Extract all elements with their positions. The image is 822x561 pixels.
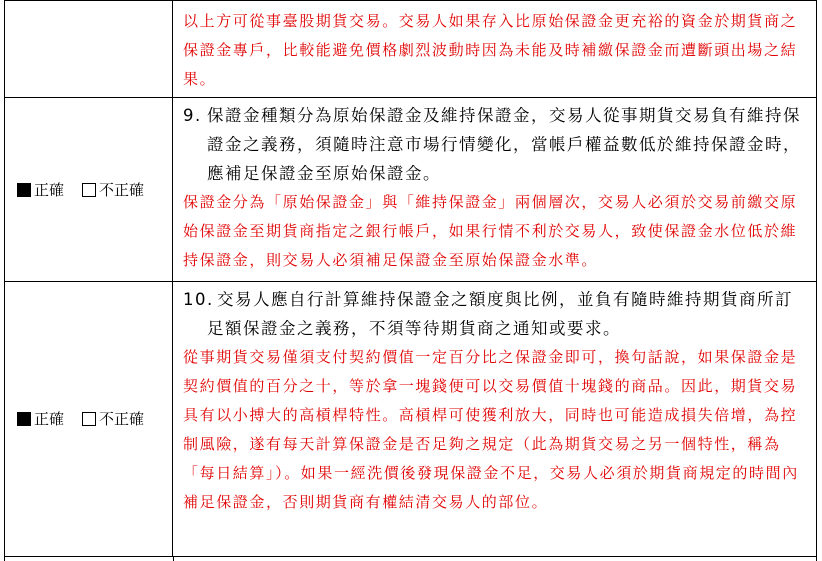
column-divider: [173, 556, 174, 561]
label-incorrect-10: 不正確: [99, 410, 145, 428]
question-text-9: 保證金種類分為原始保證金及維持保證金，交易人從事期貨交易負有維持保證金之義務，須隨時注意市場行情變化，當帳戶權益數低於維持保證金時，應補足保證金至原始保證金。: [207, 106, 801, 183]
answer-cell-empty: [5, 1, 173, 98]
question-cell-continuation: [173, 1, 817, 98]
question-9: [183, 101, 808, 188]
answer-options-10: [5, 409, 172, 429]
checkbox-incorrect-10[interactable]: [82, 412, 96, 426]
label-correct-9: 正確: [34, 180, 65, 199]
table-row-continuation: [5, 1, 817, 98]
question-cell-9: [173, 98, 817, 282]
answer-cell-10: [5, 282, 173, 557]
question-cell-10: [173, 282, 817, 557]
answer-cell-9: [5, 98, 173, 282]
question-text-10: 交易人應自行計算維持保證金之額度與比例，並負有隨時維持期貨商所訂足額保證金之義務，不須等待期貨商之通知或要求。: [207, 290, 793, 338]
qa-table: [4, 0, 817, 557]
explanation-9: 保證金分為「原始保證金」與「維持保證金」兩個層次，交易人必須於交易前繳交原始保證金至期貨商指定之銀行帳戶，如果行情不利於交易人，致使保證金水位低於維持保證金，則交易人必須補足保證金至原始保證金水準。: [183, 193, 798, 269]
question-number-9: 9.: [183, 106, 202, 125]
table-row-question-10: [5, 282, 817, 557]
label-correct-10: 正確: [34, 410, 65, 428]
checkbox-correct-checked-10[interactable]: [17, 412, 31, 426]
explanation-10: 從事期貨交易僅須支付契約價值一定百分比之保證金即可，換句話說，如果保證金是契約價值的百分之十，等於拿一塊錢便可以交易價值十塊錢的商品。因此，期貨交易具有以小搏大的高槓桿特性。高槓桿可使獲利放大，同時也可能造成損失倍增，為控制風險，遂有每天計算保證金是否足夠之規定（此為期貨交易之另一個特性，稱為「每日結算」）。如果一經洗價後發現保證金不足，交易人必須於期貨商規定的時間內補足保證金，否則期貨商有權結清交易人的部位。: [183, 348, 799, 511]
label-incorrect-9: 不正確: [99, 180, 145, 199]
question-number-10: 10.: [183, 290, 214, 309]
question-10: [183, 285, 808, 343]
checkbox-incorrect-9[interactable]: [82, 183, 96, 197]
checkbox-correct-checked-9[interactable]: [17, 183, 31, 197]
explanation-text-continued: 以上方可從事臺股期貨交易。交易人如果存入比原始保證金更充裕的資金於期貨商之保證金專戶，比較能避免價格劇烈波動時因為未能及時補繳保證金而遭斷頭出場之結果。: [183, 12, 798, 88]
table-row-question-9: [5, 98, 817, 282]
answer-options-9: [5, 180, 172, 200]
next-row-edge: [4, 556, 817, 561]
